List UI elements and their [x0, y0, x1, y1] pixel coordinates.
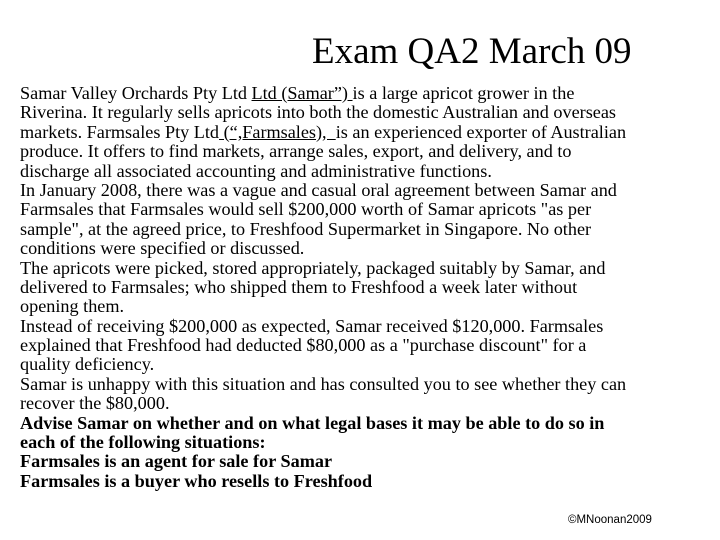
- body-text-line: [20, 375, 720, 394]
- question-line: [20, 414, 720, 433]
- text-span: produce. It offers to find markets, arrange sales, export, and delivery, and to: [20, 141, 572, 162]
- text-span: is an experienced exporter of Australian: [335, 121, 627, 142]
- question-line: [20, 472, 720, 491]
- text-span: Riverina. It regularly sells apricots into both the domestic Australian and overseas: [20, 102, 616, 123]
- text-span: Advise Samar on whether and on what legal bases it may be able to do so in: [20, 412, 605, 433]
- question-line: [20, 433, 720, 452]
- body-text-line: [20, 239, 720, 258]
- text-span: recover the $80,000.: [20, 393, 170, 414]
- text-span: In January 2008, there was a vague and casual oral agreement between Samar and: [20, 179, 617, 200]
- body-text-line: [20, 297, 720, 316]
- text-span: delivered to Farmsales; who shipped them to Freshfood a week later without: [20, 276, 578, 297]
- underlined-text: Ltd (Samar”): [251, 83, 353, 103]
- text-span: discharge all associated accounting and administrative functions.: [20, 160, 492, 181]
- body-text-line: [20, 84, 720, 103]
- slide-title: Exam QA2 March 09: [312, 31, 632, 72]
- body-text-line: [20, 181, 720, 200]
- text-span: opening them.: [20, 296, 125, 317]
- body-text-line: [20, 162, 720, 181]
- text-span: markets. Farmsales Pty Ltd: [20, 121, 220, 142]
- body-text-line: [20, 220, 720, 239]
- text-span: is a large apricot grower in the: [352, 83, 575, 103]
- body-text-line: [20, 142, 720, 161]
- text-span: sample", at the agreed price, to Freshfood Supermarket in Singapore. No other: [20, 218, 592, 239]
- text-span: Samar is unhappy with this situation and has consulted you to see whether they can: [20, 373, 627, 394]
- body-text-line: [20, 355, 720, 374]
- body-text-line: [20, 336, 720, 355]
- slide-body: [20, 84, 720, 491]
- body-text-line: [20, 278, 720, 297]
- text-span: The apricots were picked, stored appropriately, packaged suitably by Samar, and: [20, 257, 606, 278]
- text-span: Samar Valley Orchards Pty Ltd: [20, 83, 252, 103]
- text-span: Farmsales that Farmsales would sell $200,000 worth of Samar apricots "as per: [20, 199, 592, 220]
- question-line: [20, 452, 720, 471]
- body-text-line: [20, 394, 720, 413]
- body-text-line: [20, 103, 720, 122]
- text-span: quality deficiency.: [20, 354, 155, 375]
- underlined-text: (“,Farmsales),: [219, 121, 336, 142]
- text-span: each of the following situations:: [20, 432, 266, 453]
- text-span: Farmsales is an agent for sale for Samar: [20, 451, 333, 472]
- text-span: Farmsales is a buyer who resells to Freshfood: [20, 470, 373, 491]
- body-text-line: [20, 200, 720, 219]
- body-text-line: [20, 317, 720, 336]
- body-text-line: [20, 259, 720, 278]
- body-text-line: [20, 123, 720, 142]
- copyright-footer: ©MNoonan2009: [568, 514, 652, 526]
- text-span: explained that Freshfood had deducted $80,000 as a "purchase discount" for a: [20, 335, 587, 356]
- text-span: conditions were specified or discussed.: [20, 238, 305, 259]
- text-span: Instead of receiving $200,000 as expected, Samar received $120,000. Farmsales: [20, 315, 604, 336]
